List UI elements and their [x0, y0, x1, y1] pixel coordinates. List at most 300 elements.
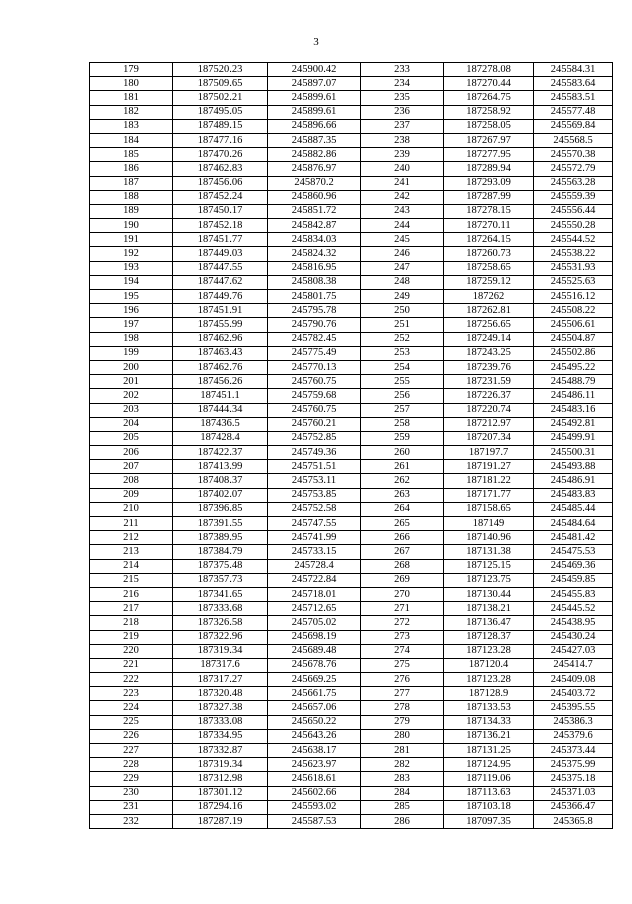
y-coordinate-cell: 245504.87 [534, 332, 613, 346]
point-number-cell: 191 [90, 233, 173, 247]
table-row [90, 190, 613, 204]
y-coordinate-cell: 245808.38 [268, 275, 361, 289]
table-row [90, 403, 613, 417]
x-coordinate-cell: 187333.08 [173, 715, 268, 729]
x-coordinate-cell: 187128.37 [444, 630, 534, 644]
x-coordinate-cell: 187131.25 [444, 744, 534, 758]
table-row [90, 517, 613, 531]
point-number-cell: 217 [90, 602, 173, 616]
point-number-cell: 278 [361, 701, 444, 715]
point-number-cell: 205 [90, 431, 173, 445]
point-number-cell: 252 [361, 332, 444, 346]
x-coordinate-cell: 187436.5 [173, 417, 268, 431]
x-coordinate-cell: 187327.38 [173, 701, 268, 715]
point-number-cell: 193 [90, 261, 173, 275]
point-number-cell: 269 [361, 573, 444, 587]
point-number-cell: 250 [361, 304, 444, 318]
y-coordinate-cell: 245544.52 [534, 233, 613, 247]
point-number-cell: 210 [90, 502, 173, 516]
x-coordinate-cell: 187455.99 [173, 318, 268, 332]
x-coordinate-cell: 187212.97 [444, 417, 534, 431]
table-row [90, 275, 613, 289]
point-number-cell: 180 [90, 77, 173, 91]
x-coordinate-cell: 187495.05 [173, 105, 268, 119]
point-number-cell: 213 [90, 545, 173, 559]
point-number-cell: 198 [90, 332, 173, 346]
y-coordinate-cell: 245438.95 [534, 616, 613, 630]
x-coordinate-cell: 187278.15 [444, 204, 534, 218]
x-coordinate-cell: 187138.21 [444, 602, 534, 616]
point-number-cell: 183 [90, 119, 173, 133]
point-number-cell: 186 [90, 162, 173, 176]
point-number-cell: 238 [361, 133, 444, 147]
x-coordinate-cell: 187262.81 [444, 304, 534, 318]
point-number-cell: 282 [361, 758, 444, 772]
y-coordinate-cell: 245661.75 [268, 687, 361, 701]
table-row [90, 729, 613, 743]
x-coordinate-cell: 187128.9 [444, 687, 534, 701]
y-coordinate-cell: 245795.78 [268, 304, 361, 318]
y-coordinate-cell: 245900.42 [268, 63, 361, 77]
x-coordinate-cell: 187277.95 [444, 148, 534, 162]
x-coordinate-cell: 187097.35 [444, 814, 534, 828]
point-number-cell: 195 [90, 290, 173, 304]
table-row [90, 531, 613, 545]
y-coordinate-cell: 245860.96 [268, 190, 361, 204]
point-number-cell: 271 [361, 602, 444, 616]
point-number-cell: 234 [361, 77, 444, 91]
x-coordinate-cell: 187131.38 [444, 545, 534, 559]
y-coordinate-cell: 245760.75 [268, 403, 361, 417]
y-coordinate-cell: 245481.42 [534, 531, 613, 545]
point-number-cell: 286 [361, 814, 444, 828]
point-number-cell: 244 [361, 219, 444, 233]
x-coordinate-cell: 187447.55 [173, 261, 268, 275]
x-coordinate-cell: 187451.91 [173, 304, 268, 318]
table-row [90, 176, 613, 190]
table-row [90, 602, 613, 616]
y-coordinate-cell: 245657.06 [268, 701, 361, 715]
point-number-cell: 189 [90, 204, 173, 218]
y-coordinate-cell: 245760.75 [268, 375, 361, 389]
point-number-cell: 285 [361, 800, 444, 814]
x-coordinate-cell: 187270.11 [444, 219, 534, 233]
x-coordinate-cell: 187509.65 [173, 77, 268, 91]
point-number-cell: 275 [361, 658, 444, 672]
table-row [90, 318, 613, 332]
table-row [90, 800, 613, 814]
table-row [90, 77, 613, 91]
x-coordinate-cell: 187260.73 [444, 247, 534, 261]
x-coordinate-cell: 187134.33 [444, 715, 534, 729]
x-coordinate-cell: 187489.15 [173, 119, 268, 133]
x-coordinate-cell: 187124.95 [444, 758, 534, 772]
x-coordinate-cell: 187301.12 [173, 786, 268, 800]
point-number-cell: 272 [361, 616, 444, 630]
point-number-cell: 264 [361, 502, 444, 516]
point-number-cell: 260 [361, 446, 444, 460]
point-number-cell: 179 [90, 63, 173, 77]
table-row [90, 91, 613, 105]
x-coordinate-cell: 187462.76 [173, 360, 268, 374]
y-coordinate-cell: 245572.79 [534, 162, 613, 176]
x-coordinate-cell: 187120.4 [444, 658, 534, 672]
y-coordinate-cell: 245899.61 [268, 105, 361, 119]
y-coordinate-cell: 245760.21 [268, 417, 361, 431]
y-coordinate-cell: 245525.63 [534, 275, 613, 289]
table-row [90, 786, 613, 800]
y-coordinate-cell: 245459.85 [534, 573, 613, 587]
point-number-cell: 265 [361, 517, 444, 531]
y-coordinate-cell: 245414.7 [534, 658, 613, 672]
table-row [90, 559, 613, 573]
x-coordinate-cell: 187119.06 [444, 772, 534, 786]
y-coordinate-cell: 245570.38 [534, 148, 613, 162]
x-coordinate-cell: 187413.99 [173, 460, 268, 474]
table-row [90, 772, 613, 786]
point-number-cell: 276 [361, 673, 444, 687]
y-coordinate-cell: 245508.22 [534, 304, 613, 318]
point-number-cell: 219 [90, 630, 173, 644]
x-coordinate-cell: 187408.37 [173, 474, 268, 488]
y-coordinate-cell: 245502.86 [534, 346, 613, 360]
point-number-cell: 182 [90, 105, 173, 119]
x-coordinate-cell: 187181.22 [444, 474, 534, 488]
point-number-cell: 211 [90, 517, 173, 531]
point-number-cell: 192 [90, 247, 173, 261]
y-coordinate-cell: 245602.66 [268, 786, 361, 800]
y-coordinate-cell: 245897.07 [268, 77, 361, 91]
x-coordinate-cell: 187256.65 [444, 318, 534, 332]
x-coordinate-cell: 187267.97 [444, 133, 534, 147]
x-coordinate-cell: 187136.47 [444, 616, 534, 630]
y-coordinate-cell: 245365.8 [534, 814, 613, 828]
y-coordinate-cell: 245678.76 [268, 658, 361, 672]
y-coordinate-cell: 245638.17 [268, 744, 361, 758]
y-coordinate-cell: 245870.2 [268, 176, 361, 190]
coordinates-table [89, 62, 613, 829]
point-number-cell: 209 [90, 488, 173, 502]
y-coordinate-cell: 245851.72 [268, 204, 361, 218]
y-coordinate-cell: 245718.01 [268, 587, 361, 601]
y-coordinate-cell: 245733.15 [268, 545, 361, 559]
x-coordinate-cell: 187444.34 [173, 403, 268, 417]
point-number-cell: 188 [90, 190, 173, 204]
table-row [90, 616, 613, 630]
x-coordinate-cell: 187136.21 [444, 729, 534, 743]
point-number-cell: 262 [361, 474, 444, 488]
point-number-cell: 204 [90, 417, 173, 431]
x-coordinate-cell: 187249.14 [444, 332, 534, 346]
y-coordinate-cell: 245583.51 [534, 91, 613, 105]
x-coordinate-cell: 187396.85 [173, 502, 268, 516]
x-coordinate-cell: 187264.15 [444, 233, 534, 247]
x-coordinate-cell: 187470.26 [173, 148, 268, 162]
point-number-cell: 267 [361, 545, 444, 559]
x-coordinate-cell: 187278.08 [444, 63, 534, 77]
y-coordinate-cell: 245556.44 [534, 204, 613, 218]
x-coordinate-cell: 187207.34 [444, 431, 534, 445]
y-coordinate-cell: 245475.53 [534, 545, 613, 559]
y-coordinate-cell: 245842.87 [268, 219, 361, 233]
table-row [90, 219, 613, 233]
x-coordinate-cell: 187449.76 [173, 290, 268, 304]
x-coordinate-cell: 187422.37 [173, 446, 268, 460]
table-row [90, 346, 613, 360]
point-number-cell: 236 [361, 105, 444, 119]
x-coordinate-cell: 187332.87 [173, 744, 268, 758]
point-number-cell: 185 [90, 148, 173, 162]
table-row [90, 715, 613, 729]
x-coordinate-cell: 187456.06 [173, 176, 268, 190]
y-coordinate-cell: 245782.45 [268, 332, 361, 346]
y-coordinate-cell: 245499.91 [534, 431, 613, 445]
y-coordinate-cell: 245403.72 [534, 687, 613, 701]
point-number-cell: 208 [90, 474, 173, 488]
y-coordinate-cell: 245887.35 [268, 133, 361, 147]
y-coordinate-cell: 245770.13 [268, 360, 361, 374]
y-coordinate-cell: 245896.66 [268, 119, 361, 133]
point-number-cell: 258 [361, 417, 444, 431]
point-number-cell: 187 [90, 176, 173, 190]
point-number-cell: 184 [90, 133, 173, 147]
x-coordinate-cell: 187428.4 [173, 431, 268, 445]
y-coordinate-cell: 245759.68 [268, 389, 361, 403]
x-coordinate-cell: 187123.75 [444, 573, 534, 587]
y-coordinate-cell: 245689.48 [268, 644, 361, 658]
point-number-cell: 273 [361, 630, 444, 644]
y-coordinate-cell: 245492.81 [534, 417, 613, 431]
y-coordinate-cell: 245698.19 [268, 630, 361, 644]
x-coordinate-cell: 187357.73 [173, 573, 268, 587]
point-number-cell: 196 [90, 304, 173, 318]
x-coordinate-cell: 187326.58 [173, 616, 268, 630]
y-coordinate-cell: 245650.22 [268, 715, 361, 729]
table-row [90, 304, 613, 318]
x-coordinate-cell: 187294.16 [173, 800, 268, 814]
x-coordinate-cell: 187317.27 [173, 673, 268, 687]
y-coordinate-cell: 245375.99 [534, 758, 613, 772]
x-coordinate-cell: 187231.59 [444, 375, 534, 389]
x-coordinate-cell: 187319.34 [173, 644, 268, 658]
x-coordinate-cell: 187462.83 [173, 162, 268, 176]
x-coordinate-cell: 187502.21 [173, 91, 268, 105]
x-coordinate-cell: 187289.94 [444, 162, 534, 176]
point-number-cell: 220 [90, 644, 173, 658]
y-coordinate-cell: 245876.97 [268, 162, 361, 176]
x-coordinate-cell: 187140.96 [444, 531, 534, 545]
x-coordinate-cell: 187264.75 [444, 91, 534, 105]
coordinates-table-body [90, 63, 613, 829]
y-coordinate-cell: 245484.64 [534, 517, 613, 531]
point-number-cell: 203 [90, 403, 173, 417]
point-number-cell: 248 [361, 275, 444, 289]
y-coordinate-cell: 245801.75 [268, 290, 361, 304]
x-coordinate-cell: 187333.68 [173, 602, 268, 616]
table-row [90, 488, 613, 502]
table-row [90, 389, 613, 403]
table-row [90, 119, 613, 133]
x-coordinate-cell: 187452.18 [173, 219, 268, 233]
y-coordinate-cell: 245753.85 [268, 488, 361, 502]
table-row [90, 673, 613, 687]
point-number-cell: 200 [90, 360, 173, 374]
x-coordinate-cell: 187243.25 [444, 346, 534, 360]
x-coordinate-cell: 187319.34 [173, 758, 268, 772]
table-row [90, 687, 613, 701]
x-coordinate-cell: 187375.48 [173, 559, 268, 573]
y-coordinate-cell: 245741.99 [268, 531, 361, 545]
point-number-cell: 194 [90, 275, 173, 289]
point-number-cell: 216 [90, 587, 173, 601]
x-coordinate-cell: 187287.99 [444, 190, 534, 204]
x-coordinate-cell: 187125.15 [444, 559, 534, 573]
point-number-cell: 228 [90, 758, 173, 772]
y-coordinate-cell: 245493.88 [534, 460, 613, 474]
point-number-cell: 214 [90, 559, 173, 573]
x-coordinate-cell: 187451.1 [173, 389, 268, 403]
x-coordinate-cell: 187258.92 [444, 105, 534, 119]
point-number-cell: 233 [361, 63, 444, 77]
point-number-cell: 225 [90, 715, 173, 729]
point-number-cell: 201 [90, 375, 173, 389]
y-coordinate-cell: 245455.83 [534, 587, 613, 601]
y-coordinate-cell: 245409.08 [534, 673, 613, 687]
point-number-cell: 235 [361, 91, 444, 105]
point-number-cell: 247 [361, 261, 444, 275]
x-coordinate-cell: 187447.62 [173, 275, 268, 289]
x-coordinate-cell: 187239.76 [444, 360, 534, 374]
point-number-cell: 202 [90, 389, 173, 403]
y-coordinate-cell: 245623.97 [268, 758, 361, 772]
x-coordinate-cell: 187312.98 [173, 772, 268, 786]
y-coordinate-cell: 245395.55 [534, 701, 613, 715]
point-number-cell: 190 [90, 219, 173, 233]
point-number-cell: 259 [361, 431, 444, 445]
x-coordinate-cell: 187258.65 [444, 261, 534, 275]
y-coordinate-cell: 245824.32 [268, 247, 361, 261]
x-coordinate-cell: 187334.95 [173, 729, 268, 743]
x-coordinate-cell: 187520.23 [173, 63, 268, 77]
x-coordinate-cell: 187220.74 [444, 403, 534, 417]
table-row [90, 460, 613, 474]
x-coordinate-cell: 187391.55 [173, 517, 268, 531]
y-coordinate-cell: 245712.65 [268, 602, 361, 616]
y-coordinate-cell: 245379.6 [534, 729, 613, 743]
x-coordinate-cell: 187133.53 [444, 701, 534, 715]
y-coordinate-cell: 245495.22 [534, 360, 613, 374]
y-coordinate-cell: 245775.49 [268, 346, 361, 360]
point-number-cell: 254 [361, 360, 444, 374]
x-coordinate-cell: 187449.03 [173, 247, 268, 261]
point-number-cell: 199 [90, 346, 173, 360]
x-coordinate-cell: 187322.96 [173, 630, 268, 644]
table-row [90, 502, 613, 516]
x-coordinate-cell: 187452.24 [173, 190, 268, 204]
point-number-cell: 283 [361, 772, 444, 786]
y-coordinate-cell: 245722.84 [268, 573, 361, 587]
table-row [90, 63, 613, 77]
x-coordinate-cell: 187149 [444, 517, 534, 531]
point-number-cell: 215 [90, 573, 173, 587]
x-coordinate-cell: 187462.96 [173, 332, 268, 346]
point-number-cell: 222 [90, 673, 173, 687]
point-number-cell: 230 [90, 786, 173, 800]
y-coordinate-cell: 245569.84 [534, 119, 613, 133]
table-row [90, 814, 613, 828]
point-number-cell: 255 [361, 375, 444, 389]
table-row [90, 587, 613, 601]
x-coordinate-cell: 187191.27 [444, 460, 534, 474]
point-number-cell: 256 [361, 389, 444, 403]
table-row [90, 204, 613, 218]
point-number-cell: 280 [361, 729, 444, 743]
x-coordinate-cell: 187123.28 [444, 673, 534, 687]
point-number-cell: 232 [90, 814, 173, 828]
point-number-cell: 249 [361, 290, 444, 304]
x-coordinate-cell: 187197.7 [444, 446, 534, 460]
y-coordinate-cell: 245568.5 [534, 133, 613, 147]
y-coordinate-cell: 245669.25 [268, 673, 361, 687]
x-coordinate-cell: 187123.28 [444, 644, 534, 658]
point-number-cell: 231 [90, 800, 173, 814]
y-coordinate-cell: 245531.93 [534, 261, 613, 275]
table-row [90, 133, 613, 147]
y-coordinate-cell: 245445.52 [534, 602, 613, 616]
y-coordinate-cell: 245593.02 [268, 800, 361, 814]
y-coordinate-cell: 245899.61 [268, 91, 361, 105]
y-coordinate-cell: 245486.11 [534, 389, 613, 403]
x-coordinate-cell: 187293.09 [444, 176, 534, 190]
y-coordinate-cell: 245747.55 [268, 517, 361, 531]
y-coordinate-cell: 245584.31 [534, 63, 613, 77]
y-coordinate-cell: 245563.28 [534, 176, 613, 190]
x-coordinate-cell: 187317.6 [173, 658, 268, 672]
point-number-cell: 261 [361, 460, 444, 474]
point-number-cell: 243 [361, 204, 444, 218]
table-row [90, 573, 613, 587]
table-row [90, 758, 613, 772]
x-coordinate-cell: 187287.19 [173, 814, 268, 828]
y-coordinate-cell: 245375.18 [534, 772, 613, 786]
point-number-cell: 218 [90, 616, 173, 630]
y-coordinate-cell: 245882.86 [268, 148, 361, 162]
x-coordinate-cell: 187130.44 [444, 587, 534, 601]
y-coordinate-cell: 245790.76 [268, 318, 361, 332]
x-coordinate-cell: 187262 [444, 290, 534, 304]
x-coordinate-cell: 187226.37 [444, 389, 534, 403]
x-coordinate-cell: 187456.26 [173, 375, 268, 389]
table-row [90, 701, 613, 715]
y-coordinate-cell: 245469.36 [534, 559, 613, 573]
y-coordinate-cell: 245500.31 [534, 446, 613, 460]
point-number-cell: 266 [361, 531, 444, 545]
y-coordinate-cell: 245427.03 [534, 644, 613, 658]
y-coordinate-cell: 245516.12 [534, 290, 613, 304]
point-number-cell: 263 [361, 488, 444, 502]
table-row [90, 148, 613, 162]
point-number-cell: 227 [90, 744, 173, 758]
y-coordinate-cell: 245485.44 [534, 502, 613, 516]
page-number: 3 [313, 36, 319, 48]
x-coordinate-cell: 187341.65 [173, 587, 268, 601]
table-row [90, 162, 613, 176]
y-coordinate-cell: 245486.91 [534, 474, 613, 488]
y-coordinate-cell: 245751.51 [268, 460, 361, 474]
x-coordinate-cell: 187103.18 [444, 800, 534, 814]
point-number-cell: 223 [90, 687, 173, 701]
table-row [90, 233, 613, 247]
